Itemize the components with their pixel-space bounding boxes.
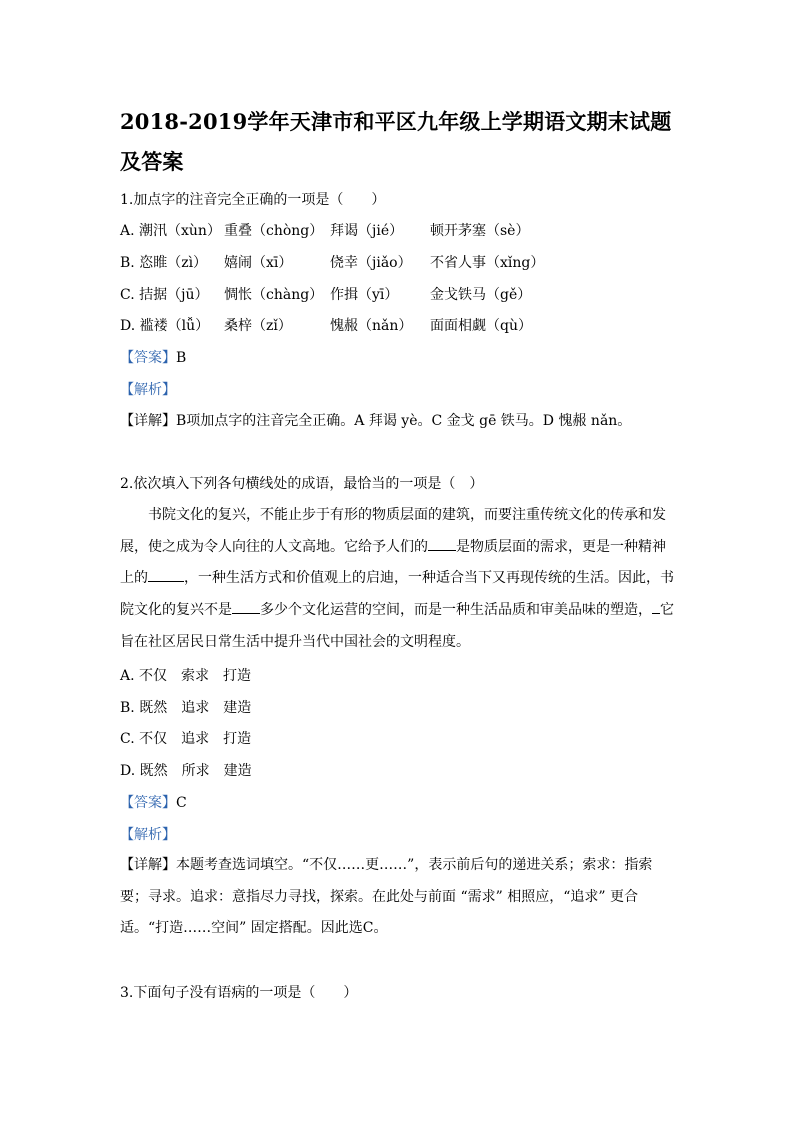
document-title: 2018-2019学年天津市和平区九年级上学期语文期末试题及答案 — [120, 109, 672, 174]
q2-blank-4 — [652, 599, 660, 614]
q1-stem: 1.加点字的注音完全正确的一项是（ ） — [120, 192, 386, 208]
q1-option-c-1: C. 拮据（jū） — [120, 287, 209, 303]
q2-option-b-2: 追求 — [181, 700, 210, 716]
q1-option-b — [120, 253, 544, 273]
q1-analysis-tag: 【解析】 — [120, 382, 176, 398]
q2-option-a-3: 打造 — [223, 668, 252, 684]
q1-detail — [120, 411, 631, 431]
q1-option-b-2: 嬉闹（xī） — [224, 255, 293, 271]
q1-option-b-1: B. 恣睢（zì） — [120, 255, 208, 271]
q2-detail-tag: 【详解】 — [120, 857, 176, 873]
q1-option-a-3: 拜谒（jié） — [330, 223, 404, 239]
q1-option-b-3: 侥幸（jiǎo） — [330, 255, 412, 271]
q2-option-c — [120, 729, 251, 749]
q2-option-b-1: B. 既然 — [120, 700, 168, 716]
q2-passage-part-5: 它旨在社区居民日常生活中提升当代中国社会的文明程度。 — [120, 602, 674, 650]
q2-passage — [120, 500, 676, 659]
q2-stem: 2.依次填入下列各句横线处的成语，最恰当的一项是（ ） — [120, 476, 484, 492]
q2-passage-part-2: 是物质层面的需求，更是一种精神上的 — [120, 538, 666, 587]
q1-answer — [120, 348, 186, 368]
q1-option-a-2: 重叠（chòng） — [224, 223, 324, 239]
q3-stem: 3.下面句子没有语病的一项是（ ） — [120, 985, 358, 1001]
q1-option-c — [120, 285, 531, 305]
q2-option-d-3: 建造 — [223, 763, 252, 779]
q2-passage-part-3: ，一种生活方式和价值观上的启迪，一种适合当下又再现传统的生活。因此，书院文化的复兴不是 — [120, 570, 674, 619]
q1-option-c-3: 作揖（yī） — [330, 287, 399, 303]
q1-option-d-2: 桑梓（zǐ） — [224, 318, 292, 334]
q1-option-c-4: 金戈铁马（gě） — [430, 287, 532, 303]
q1-detail-tag: 【详解】 — [120, 413, 176, 429]
q1-option-a — [120, 221, 529, 241]
q2-blank-2 — [148, 567, 184, 582]
q2-passage-part-1: 书院文化的复兴，不能止步于有形的物质层面的建筑，而要注重传统文化的传承和发展，使之成为令人向往的人文高地。它给予人们的 — [120, 507, 666, 555]
q2-blank-1 — [428, 536, 456, 551]
q2-option-d-1: D. 既然 — [120, 763, 168, 779]
q2-detail-text: 本题考查选词填空。“不仅……更……”，表示前后句的递进关系；索求：指索要；寻求。追求：意指尽力寻找，探索。在此处与前面 “需求” 相照应，“追求” 更合适。“打造……空间” 固定搭配。因此选C。 — [120, 857, 653, 937]
q1-option-d-3: 愧赧（nǎn） — [330, 318, 413, 334]
q2-option-d-2: 所求 — [181, 763, 210, 779]
q2-answer — [120, 793, 187, 813]
q2-analysis — [120, 825, 176, 845]
q1-option-d-1: D. 褴褛（lǚ） — [120, 318, 210, 334]
q1-option-c-2: 惆怅（chàng） — [224, 287, 324, 303]
q1-answer-value: B — [176, 350, 187, 366]
q2-passage-part-4: 多少个文化运营的空间，而是一种生活品质和审美品味的塑造， — [260, 602, 652, 619]
q2-option-b-3: 建造 — [223, 700, 252, 716]
q2-analysis-tag: 【解析】 — [120, 827, 176, 843]
q2-blank-3 — [232, 599, 260, 614]
q2-option-a — [120, 666, 251, 686]
q1-option-b-4: 不省人事（xǐng） — [430, 255, 545, 271]
q2-detail — [120, 850, 676, 945]
q2-answer-value: C — [176, 795, 187, 811]
q2-option-b — [120, 698, 251, 718]
q1-answer-tag: 【答案】 — [120, 350, 176, 366]
q1-analysis — [120, 380, 176, 400]
q1-option-d — [120, 316, 532, 336]
q2-option-d — [120, 761, 252, 781]
q1-option-a-4: 顿开茅塞（sè） — [430, 223, 530, 239]
q2-option-a-1: A. 不仅 — [120, 668, 168, 684]
q1-option-d-4: 面面相觑（qù） — [430, 318, 532, 334]
q2-option-c-3: 打造 — [223, 731, 252, 747]
q1-detail-text: B项加点字的注音完全正确。A 拜谒 yè。C 金戈 gē 铁马。D 愧赧 nǎn。 — [176, 413, 632, 429]
q2-option-c-1: C. 不仅 — [120, 731, 168, 747]
q2-answer-tag: 【答案】 — [120, 795, 176, 811]
q2-option-a-2: 索求 — [181, 668, 210, 684]
q2-option-c-2: 追求 — [181, 731, 210, 747]
q1-option-a-1: A. 潮汛（xùn） — [120, 223, 221, 239]
